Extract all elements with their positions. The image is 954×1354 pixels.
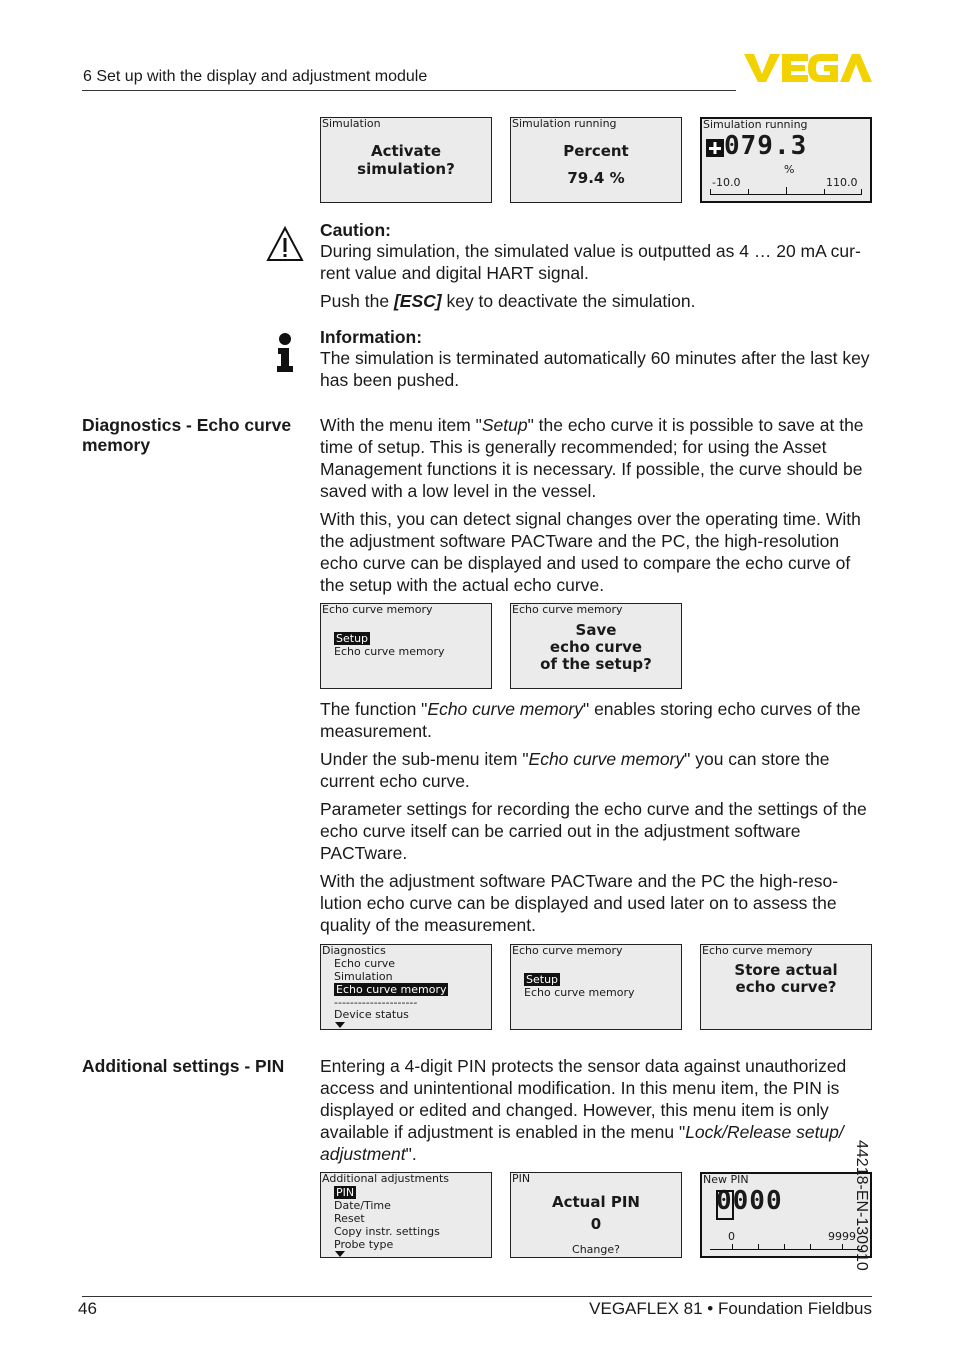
lcd-line: echo curve	[549, 638, 643, 656]
lcd-title: Echo curve memory	[512, 603, 623, 616]
lcd-line: simulation?	[357, 160, 455, 178]
lcd-selected-item: PIN	[336, 1186, 355, 1199]
lcd-tick	[748, 189, 749, 194]
warning-triangle-icon	[266, 226, 304, 262]
diag-p4-pre: Under the sub-menu item "	[320, 749, 529, 769]
lcd-menu-item: Probe type	[334, 1238, 394, 1251]
lcd-menu-selected	[524, 973, 560, 986]
caution-heading: Caution:	[320, 220, 391, 240]
diag-paragraph-6: With the adjustment software PACTware and the PC the high-reso-lution echo curve can be displayed and used later on to assess the quality of the measurement.	[320, 871, 839, 935]
information-icon	[275, 333, 295, 373]
caution-push-pre: Push the	[320, 291, 394, 311]
lcd-menu-item: Echo curve memory	[334, 645, 445, 658]
lcd-scale-min: -10.0	[712, 176, 741, 189]
lcd-line: echo curve?	[735, 978, 837, 996]
caution-text: During simulation, the simulated value is outputted as 4 … 20 mA cur-rent value and digital HART signal.	[320, 241, 861, 283]
pin-paragraph	[320, 1055, 876, 1165]
pin-text-pre: Entering a 4-digit PIN protects the sensor data against unauthorized access and unintentional modification. In this menu item, the PIN is displayed or edited and changed. However, this menu item is only available if adjustment is enabled in the menu "	[320, 1056, 847, 1142]
plus-sign-icon	[706, 139, 726, 159]
diag-p1-pre: With the menu item "	[320, 415, 482, 435]
lcd-scale-max: 110.0	[826, 176, 858, 189]
information-text: The simulation is terminated automatically 60 minutes after the last key has been pushed.	[320, 348, 870, 390]
lcd-scale-bar	[710, 194, 862, 195]
information-block	[320, 327, 876, 397]
lcd-unit: %	[784, 163, 795, 176]
lcd-title: PIN	[512, 1172, 531, 1185]
scroll-down-arrow-icon	[335, 1251, 345, 1257]
lcd-line: of the setup?	[540, 655, 652, 673]
diag-paragraph-1	[320, 414, 876, 502]
lcd-tick	[758, 1244, 759, 1249]
pin-text-em: Lock/Release setup/ adjustment	[320, 1122, 844, 1164]
lcd-menu-item: Date/Time	[334, 1199, 391, 1212]
lcd-tick	[710, 189, 711, 194]
lcd-menu-selected	[334, 983, 448, 996]
lcd-line: Percent	[563, 142, 629, 160]
lcd-line: Store actual	[734, 961, 838, 979]
pin-text	[320, 1055, 876, 1171]
lcd-new-pin	[700, 1172, 872, 1258]
diag-p4-post: " you can store the current echo curve.	[320, 749, 830, 791]
lcd-tick	[732, 1244, 733, 1249]
lcd-title: Additional adjustments	[322, 1172, 450, 1185]
diag-p3-em: Echo curve memory	[427, 699, 583, 719]
footer-rule	[82, 1296, 872, 1297]
lcd-line: Activate	[370, 142, 442, 160]
lcd-footer: Change?	[572, 1243, 620, 1256]
lcd-echo-curve-memory-menu-2	[510, 944, 682, 1030]
lcd-title: Echo curve memory	[322, 603, 433, 616]
lcd-title: Diagnostics	[322, 944, 386, 957]
lcd-menu-item: Reset	[334, 1212, 365, 1225]
scroll-down-arrow-icon	[335, 1022, 345, 1028]
lcd-simulation-running-value	[700, 117, 872, 203]
lcd-simulation	[320, 117, 492, 203]
lcd-menu-selected	[334, 632, 370, 645]
lcd-menu-item: Echo curve	[334, 957, 396, 970]
diag-p1-post: " the echo curve it is possible to save at the time of setup. This is generally recommended; for using the Asset Management functions it is necessary. If possible, the curve should be saved with a low level in the vessel.	[320, 415, 864, 501]
lcd-tick	[824, 189, 825, 194]
lcd-tick	[784, 1244, 785, 1249]
diag-paragraph-5: Parameter settings for recording the echo curve and the settings of the echo curve itself can be carried out in the adjustment software PACTware.	[320, 799, 867, 863]
lcd-tick	[786, 187, 787, 194]
lcd-selected-item: Setup	[336, 632, 369, 645]
lcd-tick	[861, 189, 862, 194]
lcd-title: Echo curve memory	[702, 944, 813, 957]
lcd-value: 079.3	[724, 131, 808, 161]
header-rule	[82, 90, 736, 91]
lcd-diagnostics-menu	[320, 944, 492, 1030]
lcd-scale-max: 9999	[828, 1230, 856, 1243]
diag-p4-em: Echo curve memory	[528, 749, 685, 769]
lcd-title: Simulation running	[703, 118, 808, 131]
lcd-title: Simulation running	[512, 117, 617, 130]
lcd-menu-item: Simulation	[334, 970, 393, 983]
lcd-title: New PIN	[703, 1173, 749, 1186]
diag-paragraph-2: With this, you can detect signal changes over the operating time. With the adjustment software PACTware and the PC, the high-resolution echo curve can be displayed and used to compare the echo curve of the setup with the actual echo curve.	[320, 509, 861, 595]
lcd-line: 0	[590, 1215, 602, 1233]
lcd-echo-curve-memory-menu	[320, 603, 492, 689]
diag-paragraph-4	[320, 748, 876, 792]
diagnostics-text-1	[320, 414, 876, 602]
lcd-value: 0000	[716, 1186, 783, 1216]
lcd-selected-item: Echo curve memory	[336, 983, 447, 996]
information-heading: Information:	[320, 327, 423, 347]
caution-push	[320, 290, 876, 312]
footer-title: VEGAFLEX 81 • Foundation Fieldbus	[589, 1299, 872, 1318]
lcd-line: Save	[575, 621, 617, 639]
diag-p1-em: Setup	[481, 415, 528, 435]
lcd-menu-item: Echo curve memory	[524, 986, 635, 999]
lcd-line: Actual PIN	[552, 1193, 640, 1211]
cursor-box	[716, 1190, 734, 1220]
diagnostics-heading: Diagnostics - Echo curve memory	[82, 415, 292, 455]
lcd-save-echo-curve	[510, 603, 682, 689]
pin-heading: Additional settings - PIN	[82, 1056, 285, 1076]
lcd-store-echo-curve	[700, 944, 872, 1030]
esc-key: [ESC]	[393, 291, 442, 311]
page-number: 46	[78, 1299, 97, 1318]
lcd-additional-adjustments	[320, 1172, 492, 1258]
lcd-tick	[810, 1244, 811, 1249]
vega-logo	[742, 50, 872, 86]
lcd-scale-min: 0	[728, 1230, 735, 1243]
running-header: 6 Set up with the display and adjustment module	[83, 68, 428, 85]
lcd-tick	[842, 1244, 843, 1249]
diagnostics-text-2	[320, 698, 876, 942]
diag-p3-post: " enables storing echo curves of the measurement.	[320, 699, 861, 741]
lcd-title: Echo curve memory	[512, 944, 623, 957]
lcd-title: Simulation	[322, 117, 381, 130]
pin-text-post: ".	[405, 1144, 417, 1164]
lcd-selected-item: Setup	[526, 973, 559, 986]
lcd-menu-item: Device status	[334, 1008, 409, 1021]
lcd-scale-bar	[710, 1249, 862, 1250]
diag-p3-pre: The function "	[320, 699, 428, 719]
lcd-menu-selected	[334, 1186, 356, 1199]
lcd-simulation-running-percent	[510, 117, 682, 203]
lcd-separator: ---------------------	[334, 996, 418, 1009]
lcd-pin	[510, 1172, 682, 1258]
document-number: 44218-EN-130910	[853, 1140, 870, 1271]
caution-block	[320, 220, 876, 318]
caution-push-post: key to deactivate the simulation.	[441, 291, 696, 311]
lcd-line: 79.4 %	[567, 169, 625, 187]
lcd-menu-item: Copy instr. settings	[334, 1225, 440, 1238]
diag-paragraph-3	[320, 698, 876, 742]
